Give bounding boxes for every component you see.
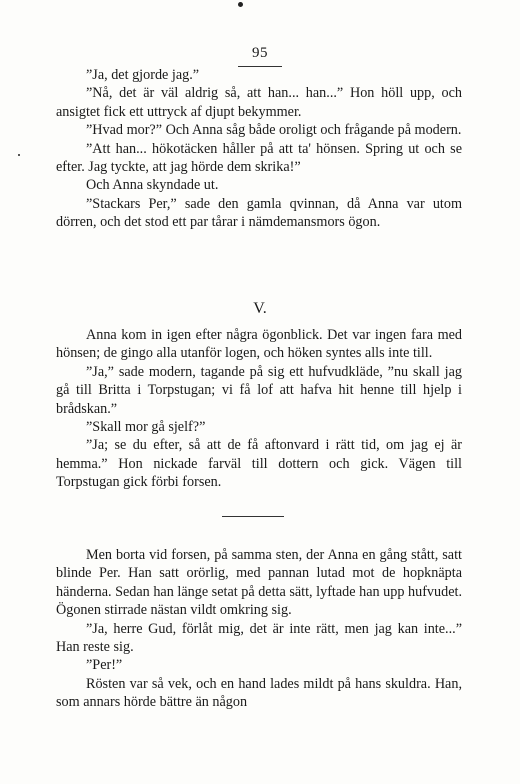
margin-mark [18, 154, 20, 156]
chapter-heading: V. [253, 300, 267, 317]
paragraph: Anna kom in igen efter några ögonblick. Det var ingen fara med hönsen; de gingo alla utanför logen, och höken syntes alls inte till. [56, 327, 462, 362]
section-divider [222, 516, 284, 517]
text-block-chapter-v [56, 326, 462, 492]
paragraph: ”Att han... hökotäcken håller på att ta' hönsen. Spring ut och se efter. Jag tyckte, att jag hörde dem skrika!” [56, 140, 462, 176]
paragraph: ”Per!” [86, 657, 123, 674]
paragraph: Rösten var så vek, och en hand lades mildt på hans skuldra. Han, som annars hörde bättre än någon [56, 675, 462, 711]
paragraph: ”Ja, herre Gud, förlåt mig, det är inte rätt, men jag kan inte...” Han reste sig. [56, 620, 462, 656]
paragraph: ”Stackars Per,” sade den gamla qvinnan, då Anna var utom dörren, och det stod ett par tårar i nämdemansmors ögon. [56, 195, 462, 231]
paragraph: ”Nå, det är väl aldrig så, att han... han...” Hon höll upp, och ansigtet fick ett uttryck af djupt bekymmer. [56, 85, 462, 120]
text-block-forsen [56, 546, 462, 712]
page-number: 95 [252, 45, 268, 61]
paragraph: ”Skall mor gå sjelf?” [86, 419, 206, 436]
paragraph: ”Hvad mor?” Och Anna såg både oroligt och frågande på modern. [86, 122, 462, 139]
paragraph: Men borta vid forsen, på samma sten, der Anna en gång stått, satt blinde Per. Han satt orörlig, med pannan lutad mot de hopknäpta händerna. Sedan han länge setat på detta sätt, lyftade han upp hufvudet. Ögonen stirrade nästan vildt omkring sig. [56, 547, 462, 619]
paragraph: ”Ja; se du efter, så att de få aftonvard i rätt tid, om jag ej är hemma.” Hon nickade farväl till dottern och gick. Vägen till Torpstugan gick förbi forsen. [56, 437, 462, 491]
text-block-opening [56, 66, 462, 232]
paragraph: ”Ja,” sade modern, tagande på sig ett hufvudkläde, ”nu skall jag gå till Britta i Torpstugan; vi få lof att hafva hit henne till hjelp i brådskan.” [56, 363, 462, 417]
paragraph: ”Ja, det gjorde jag.” [86, 67, 200, 83]
ink-speck [238, 2, 243, 7]
paragraph: Och Anna skyndade ut. [86, 177, 219, 194]
